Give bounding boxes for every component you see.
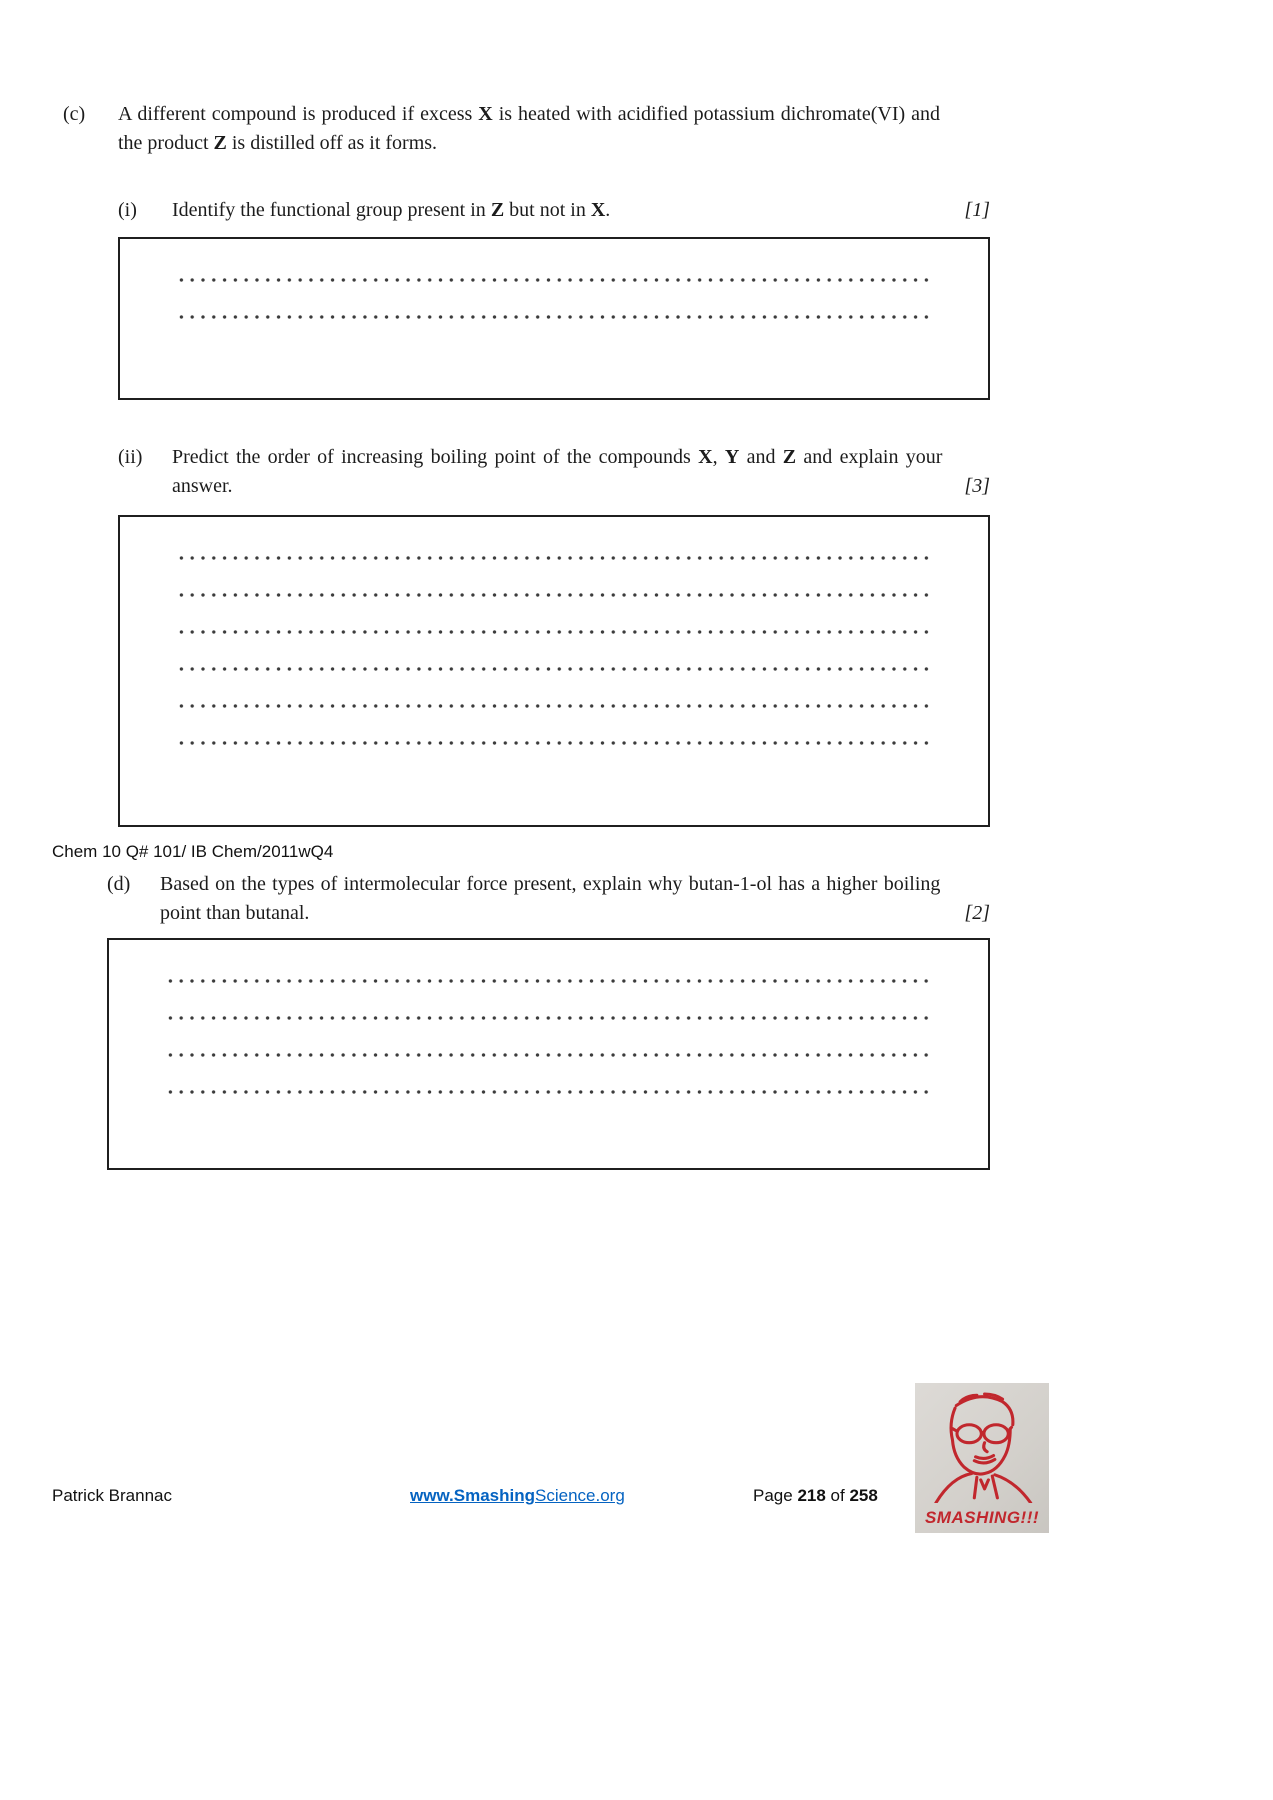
page-footer (52, 1486, 990, 1510)
footer-page-number: Page 218 of 258 (753, 1486, 878, 1505)
footer-website-link[interactable] (410, 1486, 625, 1506)
footer-author: Patrick Brannac (52, 1486, 172, 1505)
question-c-i-marks: [1] (964, 199, 990, 221)
question-d-label: (d) (107, 873, 131, 895)
question-c-i-label: (i) (118, 199, 137, 221)
footer-website-link-bold: www.Smashing (410, 1486, 536, 1505)
source-note: Chem 10 Q# 101/ IB Chem/2011wQ4 (52, 842, 334, 861)
stamp-caption: SMASHING!!! (924, 1508, 1040, 1527)
question-c-ii-marks: [3] (964, 475, 990, 497)
answer-dotted-line (176, 741, 930, 745)
answer-dotted-line (176, 556, 930, 560)
answer-dotted-line (176, 278, 930, 282)
answer-box-c-ii (118, 515, 990, 827)
answer-dotted-line (176, 704, 930, 708)
question-c-i-text: Identify the functional group present in Z but not in X. (172, 199, 611, 221)
question-c (63, 100, 940, 158)
question-d-text: Based on the types of intermolecular force present, explain why butan-1-ol has a higher boiling point than butanal. (160, 873, 941, 924)
question-c-ii-label: (ii) (118, 446, 143, 468)
smashing-stamp (915, 1383, 1049, 1533)
answer-box-d (107, 938, 990, 1170)
question-d-marks: [2] (964, 902, 990, 924)
answer-dotted-line (176, 667, 930, 671)
face-sketch-icon (917, 1385, 1047, 1503)
question-d (107, 870, 990, 928)
question-d-section (107, 870, 990, 1170)
answer-dotted-line (165, 1016, 930, 1020)
footer-website-link-rest: Science.org (535, 1486, 625, 1505)
question-c-i (118, 196, 990, 225)
question-c-label: (c) (63, 103, 86, 125)
question-c-subparts (118, 196, 990, 827)
answer-dotted-line (176, 315, 930, 319)
answer-box-c-i (118, 237, 990, 400)
question-c-text: A different compound is produced if excess X is heated with acidified potassium dichromate(VI) and the product Z is distilled off as it forms. (118, 103, 940, 154)
answer-dotted-line (176, 593, 930, 597)
answer-dotted-line (165, 1090, 930, 1094)
answer-dotted-line (176, 630, 930, 634)
answer-dotted-line (165, 979, 930, 983)
question-c-ii-text: Predict the order of increasing boiling point of the compounds X, Y and Z and explain your answer. (172, 446, 943, 497)
question-c-ii (118, 443, 990, 501)
answer-dotted-line (165, 1053, 930, 1057)
